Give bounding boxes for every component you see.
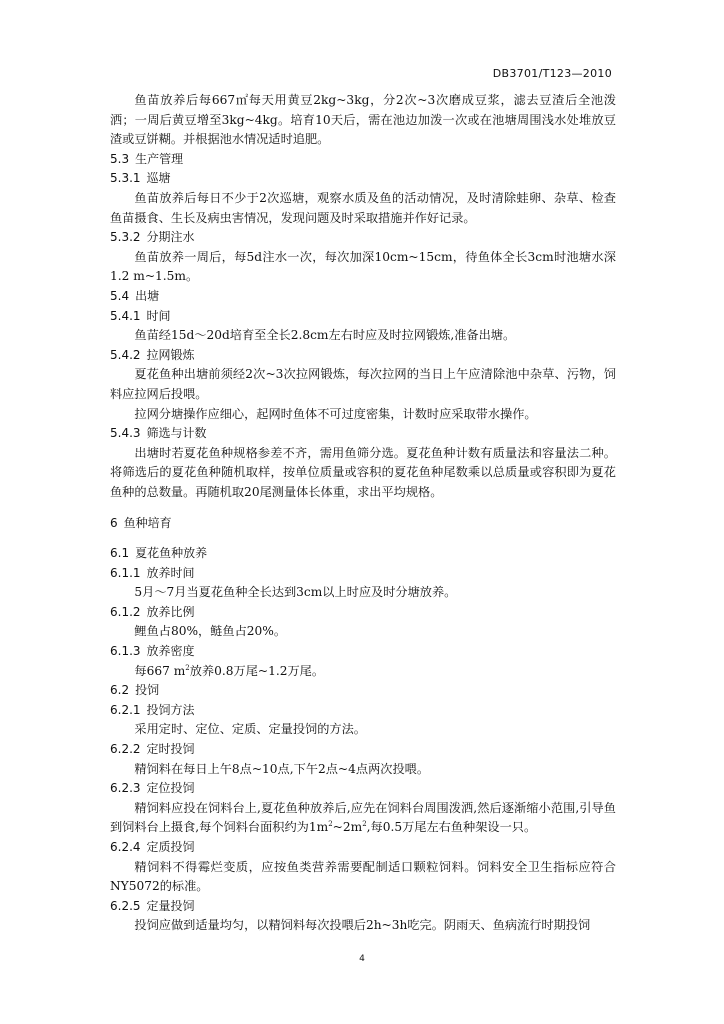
section-title: 定位投饲 xyxy=(146,781,195,796)
superscript: 2 xyxy=(185,663,190,672)
standard-code: DB3701/T123—2010 xyxy=(492,67,612,80)
section-heading-5-4 xyxy=(110,287,616,307)
paragraph-quantity-feeding: 投饲应做到适量均匀，以精饲料每次投喂后2h~3h吃完。阴雨天、鱼病流行时期投饲 xyxy=(134,918,591,933)
paragraph-fixed-position-feeding xyxy=(110,799,616,838)
section-title: 定时投饲 xyxy=(146,742,195,756)
section-heading-6-2-3 xyxy=(110,779,616,799)
section-title: 分期注水 xyxy=(146,230,195,245)
section-number: 5.4 xyxy=(110,288,130,303)
superscript: 2 xyxy=(362,820,367,829)
paragraph-screening-counting: 出塘时若夏花鱼种规格参差不齐，需用鱼筛分选。夏花鱼种计数有质量法和容量法二种。将筛选后的夏花鱼种随机取样，按单位质量或容积的夏花鱼种尾数乘以总质量或容积即为夏花鱼种的总数量。再随机取20尾测量体长体重，求出平均规格。 xyxy=(110,445,616,499)
section-heading-5-3-1 xyxy=(110,169,616,189)
section-heading-5-3-2 xyxy=(110,228,616,248)
section-heading-5-3 xyxy=(110,150,616,170)
section-title: 投饲方法 xyxy=(146,702,195,717)
section-heading-6-1-3 xyxy=(110,642,616,662)
section-title: 放养密度 xyxy=(146,644,195,659)
section-number: 6.2.4 xyxy=(110,839,141,854)
page-number: 4 xyxy=(359,954,365,964)
section-title: 时间 xyxy=(146,308,171,323)
section-title: 放养时间 xyxy=(146,565,195,580)
paragraph-net-training: 夏花鱼种出塘前须经2次~3次拉网锻炼，每次拉网的当日上午应清除池中杂草、污物，饲料应拉网后投喂。 xyxy=(110,367,616,401)
section-number: 6.1 xyxy=(110,546,130,561)
paragraph-timed-feeding: 精饲料在每日上午8点~10点,下午2点~4点两次投喂。 xyxy=(134,761,430,776)
chapter-number: 6 xyxy=(110,516,118,531)
document-body xyxy=(110,91,616,936)
paragraph-fertilization: 鱼苗放养后每667㎡每天用黄豆2kg~3kg，分2次~3次磨成豆浆，滤去豆渣后全池泼洒；一周后黄豆增至3kg~4kg。培育10天后，需在池边加泼一次或在池塘周围浅水处堆放豆渣或豆饼糊。并根据池水情况适时追肥。 xyxy=(110,93,616,147)
section-title: 放养比例 xyxy=(146,604,195,619)
section-heading-6-2-5 xyxy=(110,897,616,917)
section-number: 5.3.1 xyxy=(110,171,141,186)
text-segment: ~2m xyxy=(332,820,363,835)
paragraph-net-handling: 拉网分塘操作应细心，起网时鱼体不可过度密集，计数时应采取带水操作。 xyxy=(134,406,537,421)
section-number: 5.4.1 xyxy=(110,308,141,323)
text-segment: 精饲料应投在饲料台上,夏花鱼种放养后,应先在饲料台周围泼洒,然后逐渐缩小范围,引导鱼到饲料台上摄食,每个饲料台面积约为1m xyxy=(110,800,616,835)
section-number: 6.2.2 xyxy=(110,742,141,756)
paragraph-stocking-ratio: 鲤鱼占80%，鲢鱼占20%。 xyxy=(134,624,287,639)
paragraph-stocking-time: 5月～7月当夏花鱼种全长达到3cm以上时应及时分塘放养。 xyxy=(134,585,457,600)
section-number: 5.3.2 xyxy=(110,230,141,245)
section-number: 6.2.3 xyxy=(110,781,141,796)
section-number: 5.4.2 xyxy=(110,347,141,362)
section-title: 定质投饲 xyxy=(146,839,195,854)
section-number: 5.3 xyxy=(110,151,130,166)
paragraph-quality-feeding: 精饲料不得霉烂变质，应按鱼类营养需要配制适口颗粒饲料。饲料安全卫生指标应符合NY5072的标准。 xyxy=(110,859,616,894)
paragraph-feeding-method: 采用定时、定位、定质、定量投饲的方法。 xyxy=(134,722,366,737)
paragraph-stocking-density xyxy=(110,662,616,682)
section-title: 巡塘 xyxy=(146,171,171,186)
text-segment: 放养0.8万尾~1.2万尾。 xyxy=(189,663,325,678)
section-title: 生产管理 xyxy=(135,151,184,166)
chapter-title: 鱼种培育 xyxy=(123,516,172,531)
section-heading-6-2-1 xyxy=(110,701,616,721)
superscript: 2 xyxy=(328,820,333,829)
section-title: 定量投饲 xyxy=(146,898,195,913)
section-title: 夏花鱼种放养 xyxy=(135,546,208,561)
section-number: 6.1.2 xyxy=(110,604,141,619)
section-heading-6-2 xyxy=(110,681,616,701)
section-title: 拉网锻炼 xyxy=(146,347,195,362)
section-number: 6.1.1 xyxy=(110,565,141,580)
section-heading-6-1-2 xyxy=(110,603,616,623)
section-heading-5-4-2 xyxy=(110,346,616,366)
section-heading-5-4-3 xyxy=(110,424,616,444)
section-number: 6.1.3 xyxy=(110,644,141,659)
section-number: 6.2.5 xyxy=(110,898,141,913)
section-title: 筛选与计数 xyxy=(146,426,207,441)
section-heading-5-4-1 xyxy=(110,307,616,327)
section-number: 5.4.3 xyxy=(110,426,141,441)
section-title: 出塘 xyxy=(135,288,160,303)
text-segment: ,每0.5万尾左右鱼种架设一只。 xyxy=(366,820,537,835)
paragraph-water-injection: 鱼苗放养一周后，每5d注水一次，每次加深10cm~15cm，待鱼体全长3cm时池塘水深1.2 m~1.5m。 xyxy=(110,249,616,284)
section-number: 6.2.1 xyxy=(110,702,141,717)
section-heading-6-1-1 xyxy=(110,564,616,584)
section-heading-6-2-2 xyxy=(110,740,616,760)
section-title: 投饲 xyxy=(135,683,160,698)
paragraph-patrol: 鱼苗放养后每日不少于2次巡塘，观察水质及鱼的活动情况，及时清除蛙卵、杂草、检查鱼苗摄食、生长及病虫害情况，发现问题及时采取措施并作好记录。 xyxy=(110,190,616,225)
text-segment: 每667 m xyxy=(134,663,186,678)
paragraph-time: 鱼苗经15d～20d培育至全长2.8cm左右时应及时拉网锻炼,准备出塘。 xyxy=(134,328,516,343)
chapter-heading-6 xyxy=(110,514,616,534)
section-heading-6-1 xyxy=(110,544,616,564)
section-number: 6.2 xyxy=(110,683,130,698)
section-heading-6-2-4 xyxy=(110,838,616,858)
